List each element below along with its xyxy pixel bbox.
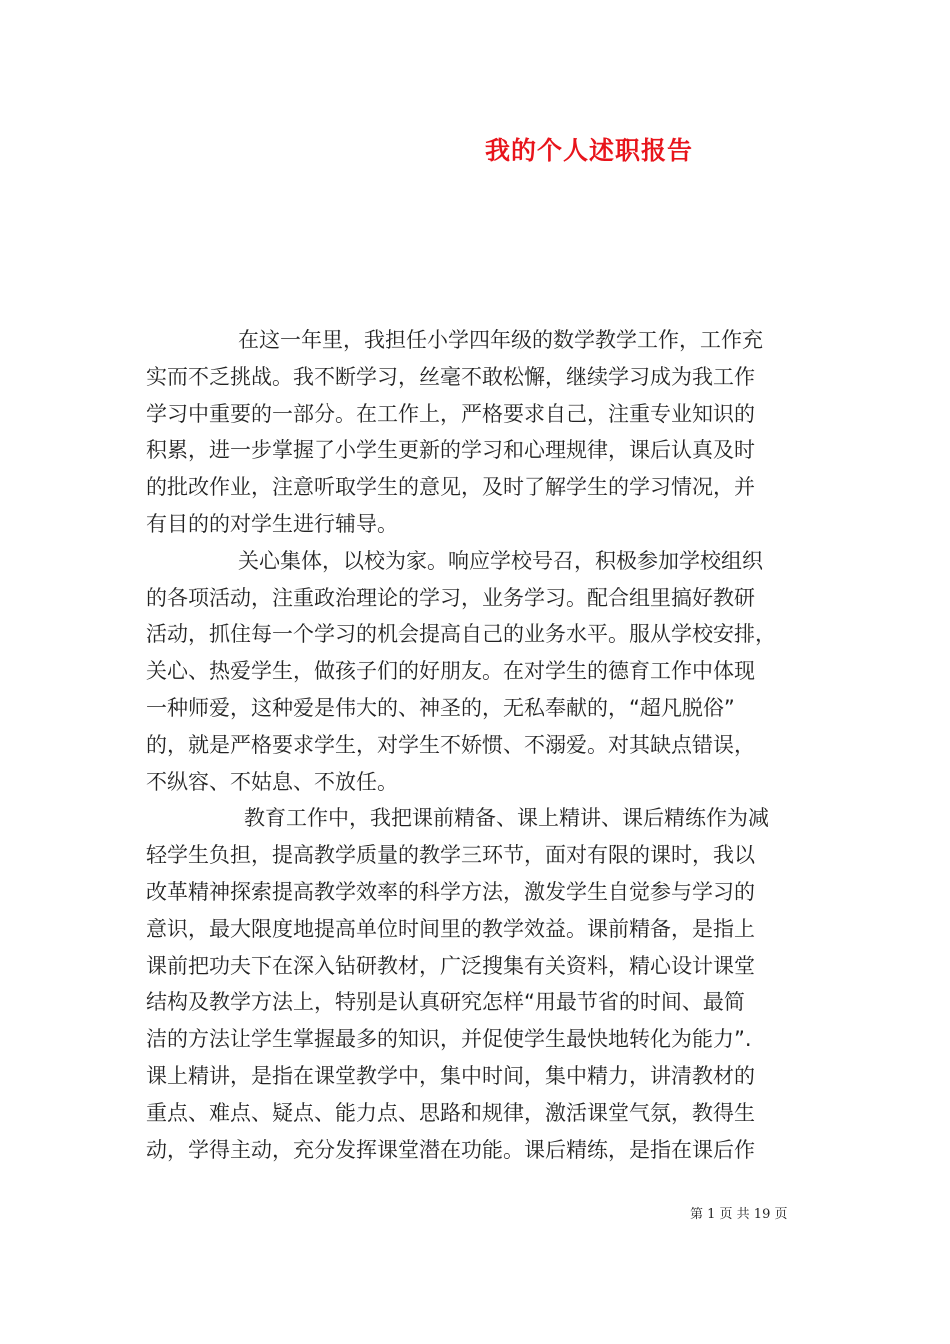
paragraph-3 <box>146 800 806 1168</box>
paragraph-line: 轻学生负担，提高教学质量的教学三环节，面对有限的课时，我以 <box>146 843 755 868</box>
paragraph-line: 改革精神探索提高教学效率的科学方法，激发学生自觉参与学习的 <box>146 879 755 904</box>
paragraph-line: 活动，抓住每一个学习的机会提高自己的业务水平。服从学校安排， <box>146 622 776 647</box>
paragraph-line: 意识，最大限度地提高单位时间里的教学效益。课前精备，是指上 <box>146 916 755 941</box>
paragraph-line: 洁的方法让学生掌握最多的知识，并促使学生最快地转化为能力”. <box>146 1027 752 1052</box>
paragraph-line: 课前把功夫下在深入钻研教材，广泛搜集有关资料，精心设计课堂 <box>146 953 755 978</box>
paragraph-line: 在这一年里，我担任小学四年级的数学教学工作，工作充 <box>238 328 763 352</box>
paragraph-line: 课上精讲，是指在课堂教学中，集中时间，集中精力，讲清教材的 <box>146 1063 755 1088</box>
paragraph-line: 有目的的对学生进行辅导。 <box>146 511 398 536</box>
document-title: 我的个人述职报告 <box>484 136 693 165</box>
paragraph-line: 动，学得主动，充分发挥课堂潜在功能。课后精练，是指在课后作 <box>146 1137 755 1162</box>
page-number-footer: 第 1 页 共 19 页 <box>690 1207 788 1222</box>
paragraph-line: 重点、难点、疑点、能力点、思路和规律，激活课堂气氛，教得生 <box>146 1100 755 1125</box>
paragraph-line: 积累，进一步掌握了小学生更新的学习和心理规律，课后认真及时 <box>146 438 755 463</box>
paragraph-line: 的批改作业，注意听取学生的意见，及时了解学生的学习情况，并 <box>146 475 755 500</box>
paragraph-line: 关心、热爱学生，做孩子们的好朋友。在对学生的德育工作中体现 <box>146 659 755 684</box>
document-body <box>146 322 806 1168</box>
paragraph-line: 教育工作中，我把课前精备、课上精讲、课后精练作为减 <box>244 806 769 831</box>
paragraph-line: 实而不乏挑战。我不断学习，丝毫不敢松懈，继续学习成为我工作 <box>146 364 755 389</box>
paragraph-line: 结构及教学方法上，特别是认真研究怎样“用最节省的时间、最简 <box>146 990 745 1015</box>
paragraph-2 <box>146 543 806 801</box>
paragraph-line: 学习中重要的一部分。在工作上，严格要求自己，注重专业知识的 <box>146 401 755 426</box>
paragraph-line: 关心集体，以校为家。响应学校号召，积极参加学校组织 <box>238 548 763 573</box>
paragraph-line: 不纵容、不姑息、不放任。 <box>146 769 398 794</box>
paragraph-1 <box>146 322 806 543</box>
paragraph-line: 的各项活动，注重政治理论的学习，业务学习。配合组里搞好教研 <box>146 585 755 610</box>
paragraph-line: 一种师爱，这种爱是伟大的、神圣的，无私奉献的，“超凡脱俗” <box>146 695 735 720</box>
paragraph-line: 的，就是严格要求学生，对学生不娇惯、不溺爱。对其缺点错误， <box>146 732 755 757</box>
